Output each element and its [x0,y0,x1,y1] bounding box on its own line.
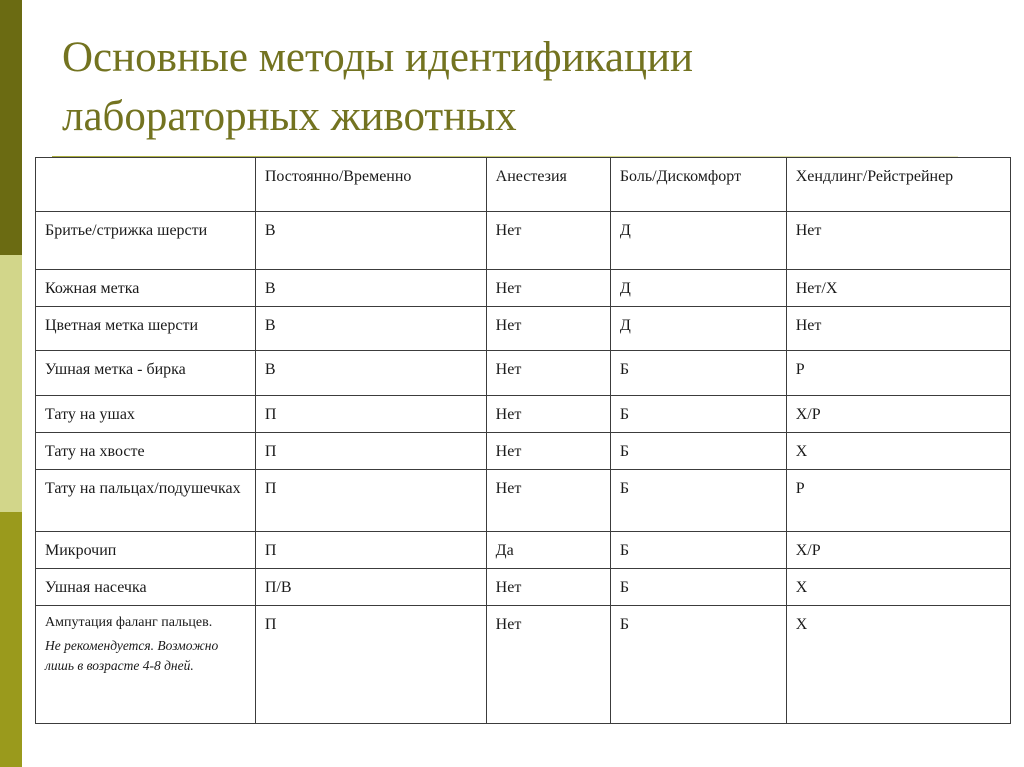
header-cell-pain: Боль/Дискомфорт [610,158,786,212]
anesthesia-cell: Нет [486,270,610,307]
permanence-cell: В [255,270,486,307]
anesthesia-cell: Да [486,532,610,569]
handling-cell: Р [786,351,1010,396]
method-cell: Бритье/стрижка шерсти [36,212,256,270]
accent-bar-light [0,255,22,512]
method-cell: Тату на ушах [36,396,256,433]
handling-cell: Х [786,433,1010,470]
title-line-1: Основные методы идентификации [62,34,694,81]
table-row [36,569,1011,606]
method-cell [36,606,256,724]
handling-cell: Нет [786,212,1010,270]
handling-cell: Нет/Х [786,270,1010,307]
pain-cell: Б [610,396,786,433]
permanence-cell: П [255,606,486,724]
permanence-cell: П/В [255,569,486,606]
header-cell-handling: Хендлинг/Рейстрейнер [786,158,1010,212]
method-cell: Микрочип [36,532,256,569]
pain-cell: Д [610,307,786,351]
method-text: Ампутация фаланг пальцев. [45,615,213,630]
permanence-cell: В [255,307,486,351]
permanence-cell: П [255,470,486,532]
permanence-cell: В [255,212,486,270]
handling-cell: Р [786,470,1010,532]
slide-title [62,28,982,146]
anesthesia-cell: Нет [486,351,610,396]
anesthesia-cell: Нет [486,307,610,351]
handling-cell: Х [786,606,1010,724]
pain-cell: Д [610,212,786,270]
permanence-cell: В [255,351,486,396]
table-row [36,396,1011,433]
permanence-cell: П [255,532,486,569]
method-cell: Цветная метка шерсти [36,307,256,351]
identification-methods-table [35,157,1011,724]
table-row [36,532,1011,569]
table-row [36,212,1011,270]
handling-cell: Х [786,569,1010,606]
method-cell: Тату на хвосте [36,433,256,470]
anesthesia-cell: Нет [486,606,610,724]
table-row [36,307,1011,351]
permanence-cell: П [255,396,486,433]
anesthesia-cell: Нет [486,396,610,433]
title-line-2: лабораторных животных [62,93,517,140]
anesthesia-cell: Нет [486,470,610,532]
method-cell: Тату на пальцах/подушечках [36,470,256,532]
table-row [36,433,1011,470]
table-row [36,351,1011,396]
permanence-cell: П [255,433,486,470]
anesthesia-cell: Нет [486,212,610,270]
pain-cell: Д [610,270,786,307]
table-row [36,606,1011,724]
handling-cell: Нет [786,307,1010,351]
method-cell: Ушная метка - бирка [36,351,256,396]
pain-cell: Б [610,606,786,724]
header-row [36,158,1011,212]
anesthesia-cell: Нет [486,569,610,606]
anesthesia-cell: Нет [486,433,610,470]
accent-bar-mid [0,512,22,767]
method-note: Не рекомендуется. Возможно лишь в возрасте 4-8 дней. [45,638,219,673]
accent-bar-dark [0,0,22,255]
header-cell-permanence: Постоянно/Временно [255,158,486,212]
pain-cell: Б [610,433,786,470]
header-cell-anesthesia: Анестезия [486,158,610,212]
table-row [36,270,1011,307]
pain-cell: Б [610,351,786,396]
method-cell: Кожная метка [36,270,256,307]
pain-cell: Б [610,470,786,532]
table-row [36,470,1011,532]
header-cell-empty [36,158,256,212]
pain-cell: Б [610,569,786,606]
pain-cell: Б [610,532,786,569]
handling-cell: Х/Р [786,532,1010,569]
method-cell: Ушная насечка [36,569,256,606]
handling-cell: Х/Р [786,396,1010,433]
